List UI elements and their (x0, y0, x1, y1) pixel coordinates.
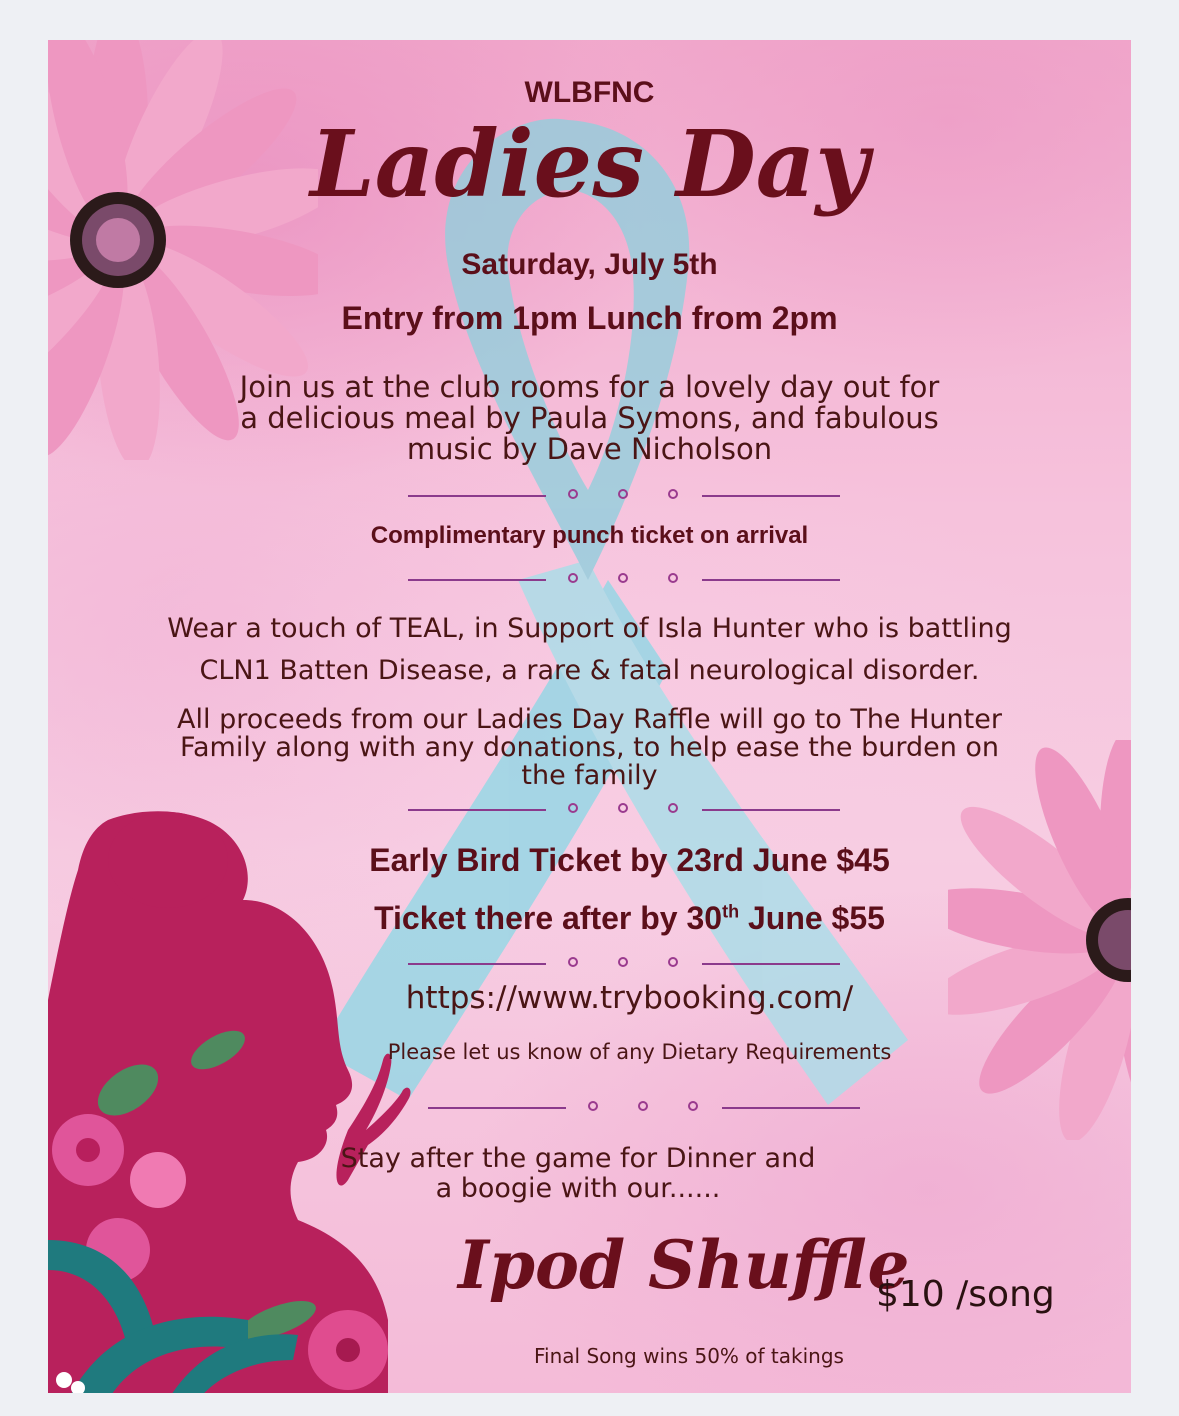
teal-line: Wear a touch of TEAL, in Support of Isla Hunter who is battling (167, 613, 1012, 644)
final-song-note: Final Song wins 50% of takings (534, 1344, 844, 1368)
raffle-line: All proceeds from our Ladies Day Raffle will go to The Hunter (177, 704, 1002, 735)
booking-link[interactable]: https://www.trybooking.com/ (405, 980, 854, 1016)
event-times: Entry from 1pm Lunch from 2pm (341, 300, 838, 336)
later-ticket-sup: th (722, 901, 740, 922)
divider (408, 570, 840, 590)
raffle-line: Family along with any donations, to help ease the burden on (179, 732, 1000, 763)
event-poster (48, 40, 1131, 1393)
intro-line: a delicious meal by Paula Symons, and fabulous (240, 401, 939, 435)
event-title: Ladies Day (310, 110, 869, 218)
event-date: Saturday, July 5th (461, 248, 718, 281)
raffle-line: the family (521, 760, 658, 791)
divider (408, 954, 840, 974)
stay-line: Stay after the game for Dinner and (340, 1143, 816, 1174)
later-ticket-price (88, 900, 1131, 937)
ipod-shuffle-title: Ipod Shuffle (458, 1226, 910, 1304)
divider (428, 1098, 860, 1118)
divider (408, 800, 840, 820)
early-bird-price: Early Bird Ticket by 23rd June $45 (369, 842, 890, 878)
song-price: $10 /song (876, 1274, 1055, 1315)
later-ticket-prefix: Ticket there after by 30 (374, 900, 723, 936)
stay-text (248, 1144, 908, 1204)
intro-line: music by Dave Nicholson (406, 432, 773, 466)
raffle-text (48, 706, 1131, 790)
intro-line: Join us at the club rooms for a lovely day out for (239, 370, 940, 404)
stay-line: a boogie with our...... (435, 1173, 721, 1204)
later-ticket-suffix: June $55 (739, 900, 885, 936)
punch-notice: Complimentary punch ticket on arrival (370, 522, 809, 549)
intro-text (48, 372, 1131, 465)
teal-support-text (48, 608, 1131, 692)
org-name: WLBFNC (524, 76, 655, 109)
flower-right-icon (948, 740, 1131, 1140)
dietary-notice: Please let us know of any Dietary Requirements (387, 1040, 892, 1064)
teal-line: CLN1 Batten Disease, a rare & fatal neurological disorder. (199, 655, 980, 686)
floral-cluster-icon (48, 1020, 488, 1393)
divider (408, 486, 840, 506)
